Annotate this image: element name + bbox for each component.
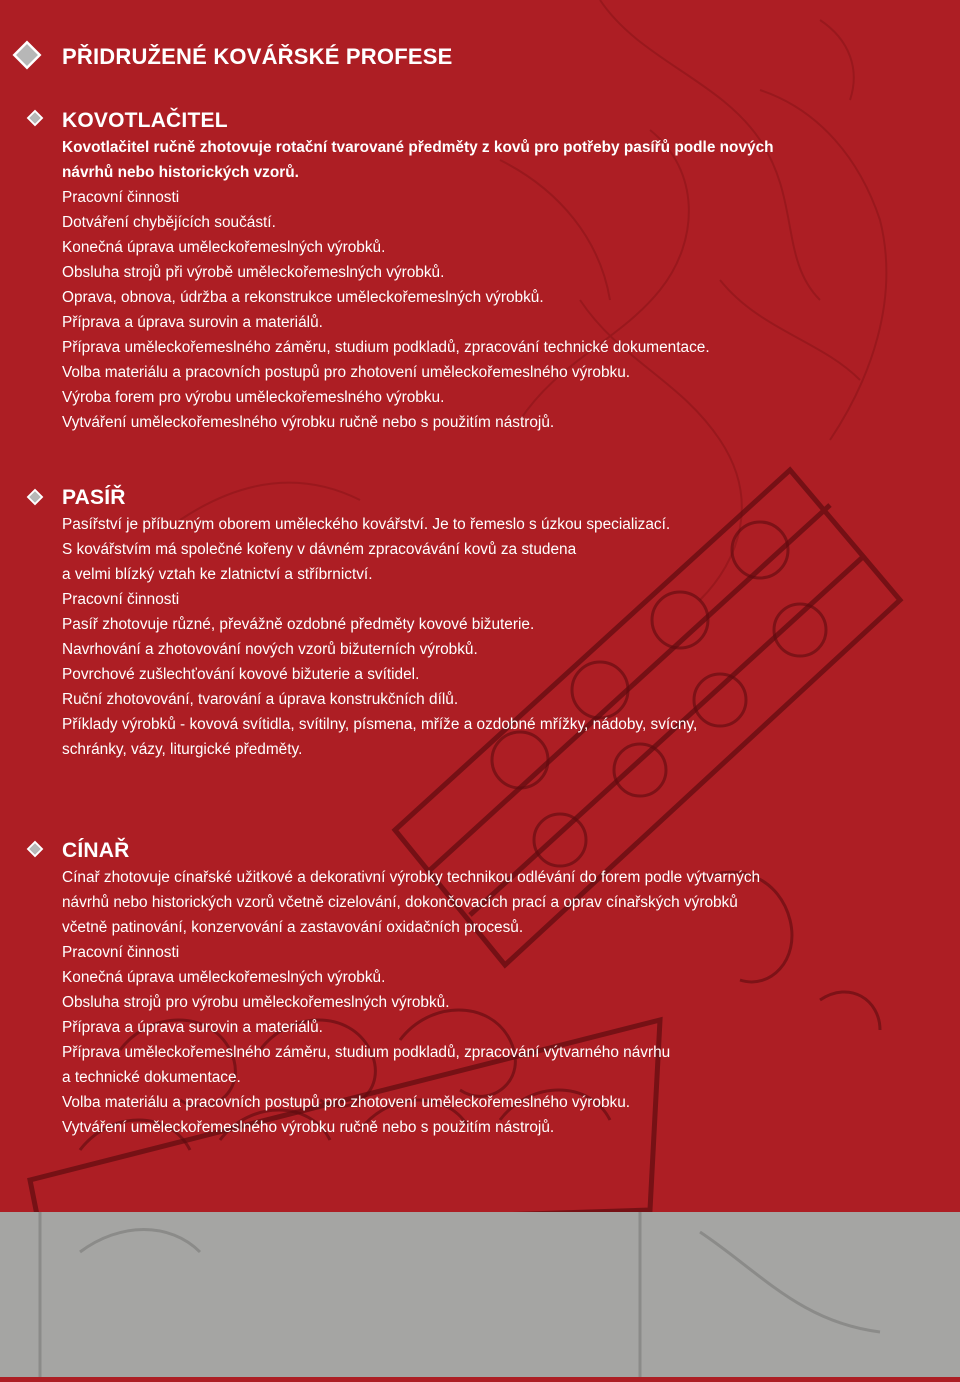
text-line: Oprava, obnova, údržba a rekonstrukce uměleckořemeslných výrobků.	[62, 289, 544, 306]
text-line: Konečná úprava uměleckořemeslných výrobků.	[62, 969, 386, 986]
section-heading-kovotlacitel: KOVOTLAČITEL	[62, 109, 228, 132]
bottom-gray-band	[0, 1212, 960, 1377]
text-line: Pasířství je příbuzným oborem uměleckého kovářství. Je to řemeslo s úzkou specializací.	[62, 516, 671, 533]
section-bullet-icon	[26, 488, 44, 506]
text-line: Navrhování a zhotovování nových vzorů bižuterních výrobků.	[62, 641, 478, 658]
text-line: Vytváření uměleckořemeslného výrobku ručně nebo s použitím nástrojů.	[62, 414, 555, 431]
text-line: návrhů nebo historických vzorů.	[62, 164, 299, 181]
text-line: Obsluha strojů pro výrobu uměleckořemeslných výrobků.	[62, 994, 450, 1011]
text-line: Příprava a úprava surovin a materiálů.	[62, 314, 323, 331]
section-text-kovotlacitel	[62, 135, 942, 435]
text-line: Povrchové zušlechťování kovové bižuterie a svítidel.	[62, 666, 420, 683]
page-title: PŘIDRUŽENÉ KOVÁŘSKÉ PROFESE	[62, 44, 453, 69]
text-line: Volba materiálu a pracovních postupů pro zhotovení uměleckořemeslného výrobku.	[62, 364, 631, 381]
text-line: a velmi blízký vztah ke zlatnictví a stříbrnictví.	[62, 566, 373, 583]
text-line: Pracovní činnosti	[62, 944, 180, 961]
text-line: Příprava uměleckořemeslného záměru, studium podkladů, zpracování výtvarného návrhu	[62, 1044, 671, 1061]
text-line: Pasíř zhotovuje různé, převážně ozdobné předměty kovové bižuterie.	[62, 616, 535, 633]
text-line: včetně patinování, konzervování a zastavování oxidačních procesů.	[62, 919, 524, 936]
text-line: Příprava uměleckořemeslného záměru, studium podkladů, zpracování technické dokumentace.	[62, 339, 710, 356]
text-line: Ruční zhotovování, tvarování a úprava konstrukčních dílů.	[62, 691, 459, 708]
text-line: schránky, vázy, liturgické předměty.	[62, 741, 303, 758]
text-line: S kovářstvím má společné kořeny v dávném zpracovávání kovů za studena	[62, 541, 577, 558]
text-line: Cínař zhotovuje cínařské užitkové a dekorativní výrobky technikou odlévání do forem podle výtvarných	[62, 869, 761, 886]
railing-sketch-lower	[0, 1212, 960, 1377]
section-heading-cinar: CÍNAŘ	[62, 839, 130, 862]
text-line: Dotváření chybějících součástí.	[62, 214, 276, 231]
text-line: Výroba forem pro výrobu uměleckořemeslného výrobku.	[62, 389, 445, 406]
text-line: Obsluha strojů při výrobě uměleckořemeslných výrobků.	[62, 264, 445, 281]
text-line: Kovotlačitel ručně zhotovuje rotační tvarované předměty z kovů pro potřeby pasířů podle nových	[62, 139, 774, 156]
text-line: Pracovní činnosti	[62, 189, 180, 206]
text-line: Konečná úprava uměleckořemeslných výrobků.	[62, 239, 386, 256]
text-line: Pracovní činnosti	[62, 591, 180, 608]
text-line: návrhů nebo historických vzorů včetně cizelování, dokončovacích prací a oprav cínařských výrobků	[62, 894, 738, 911]
title-diamond-icon	[12, 40, 42, 70]
section-heading-pasir: PASÍŘ	[62, 486, 126, 509]
text-line: Vytváření uměleckořemeslného výrobku ručně nebo s použitím nástrojů.	[62, 1119, 555, 1136]
text-line: Příprava a úprava surovin a materiálů.	[62, 1019, 323, 1036]
section-bullet-icon	[26, 840, 44, 858]
text-line: a technické dokumentace.	[62, 1069, 241, 1086]
section-bullet-icon	[26, 109, 44, 127]
text-line: Příklady výrobků - kovová svítidla, svítilny, písmena, mříže a ozdobné mřížky, nádoby, svícny,	[62, 716, 698, 733]
text-line: Volba materiálu a pracovních postupů pro zhotovení uměleckořemeslného výrobku.	[62, 1094, 631, 1111]
section-text-cinar	[62, 865, 942, 1140]
section-text-pasir	[62, 512, 942, 762]
